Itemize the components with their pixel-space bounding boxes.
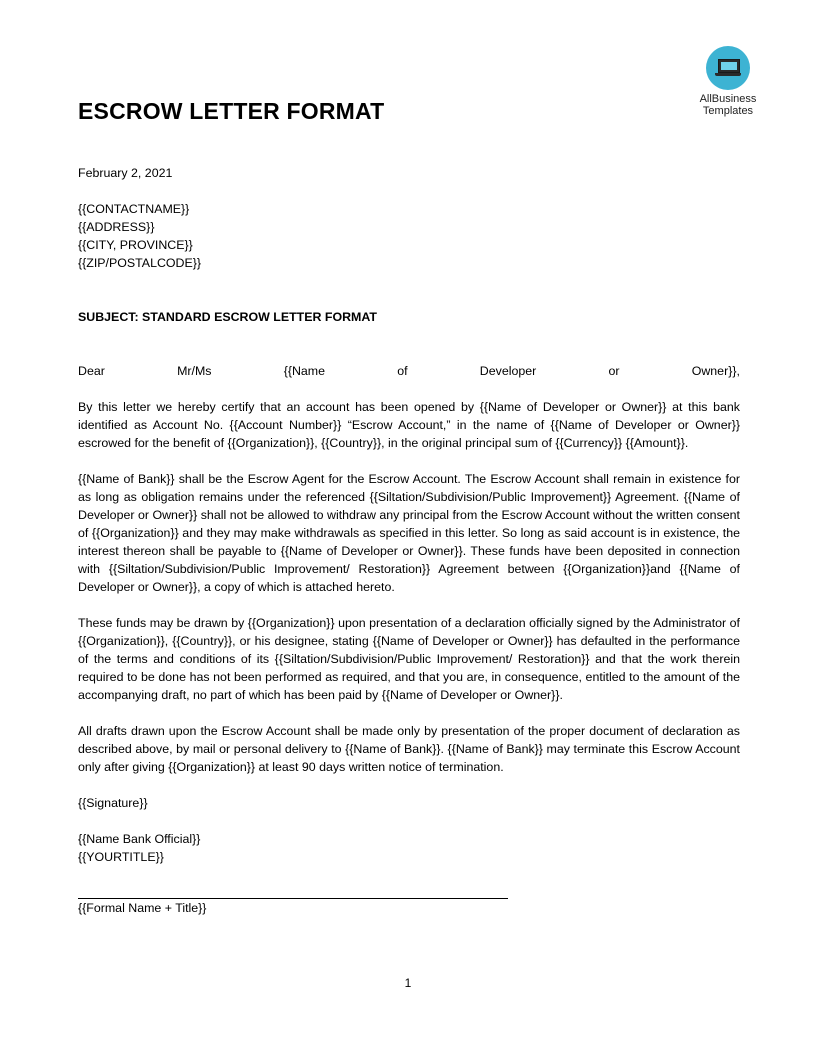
- salutation-word: {{Name: [283, 364, 326, 378]
- city-province: {{CITY, PROVINCE}}: [78, 238, 193, 252]
- zip-postal-code: {{ZIP/POSTALCODE}}: [78, 256, 202, 270]
- logo-text: [690, 93, 766, 117]
- contact-name: {{CONTACTNAME}}: [78, 202, 190, 216]
- salutation-word: Developer: [479, 364, 537, 378]
- salutation-word: Mr/Ms: [177, 364, 212, 378]
- salutation: [78, 362, 740, 380]
- paragraph-account: By this letter we hereby certify that an account has been opened by {{Name of Developer or Owner}} at this bank identified as Account No. {{Account Number}} “Escrow Account,” in the name of {{Name of Developer or Owner}} escrowed for the benefit of {{Organization}}, {{Country}}, in the original principal sum of {{Currency}} {{Amount}}.: [78, 400, 740, 450]
- address-line: {{ADDRESS}}: [78, 220, 155, 234]
- salutation-word: Dear: [78, 364, 105, 378]
- paragraph-drafts: All drafts drawn upon the Escrow Account shall be made only by presentation of the proper document of declaration as described above, by mail or personal delivery to {{Name of Bank}}. {{Name of Bank}} may terminate this Escrow Account only after giving {{Organization}} at least 90 days written notice of termination.: [78, 724, 740, 774]
- document-title: ESCROW LETTER FORMAT: [78, 98, 385, 124]
- company-logo: [690, 46, 766, 117]
- letter-date: February 2, 2021: [78, 166, 173, 180]
- letter-body: [78, 164, 740, 917]
- subject-line: SUBJECT: STANDARD ESCROW LETTER FORMAT: [78, 310, 377, 324]
- paragraph-escrow-agent: {{Name of Bank}} shall be the Escrow Agent for the Escrow Account. The Escrow Account shall remain in existence for as long as obligation remains under the referenced {{Siltation/Subdivision/Public Improvement}} Agreement. {{Name of Developer or Owner}} shall not be allowed to withdraw any principal from the Escrow Account without the written consent of {{Organization}} and they may make withdrawals as specified in this letter. So long as said account is in existence, the interest thereon shall be payable to {{Name of Developer or Owner}}. These funds have been deposited in connection with {{Siltation/Subdivision/Public Improvement/ Restoration}} Agreement between {{Organization}}and {{Name of Developer or Owner}}, a copy of which is attached hereto.: [78, 472, 740, 594]
- page-number: 1: [404, 976, 412, 990]
- laptop-icon: [706, 46, 750, 90]
- logo-line-1: AllBusiness: [699, 93, 757, 105]
- salutation-word: Owner}},: [691, 364, 740, 378]
- official-title: {{YOURTITLE}}: [78, 850, 164, 864]
- signature-placeholder: {{Signature}}: [78, 796, 148, 810]
- paragraph-drawing-funds: These funds may be drawn by {{Organization}} upon presentation of a declaration officially signed by the Administrator of {{Organization}}, {{Country}}, or his designee, stating {{Name of Developer or Owner}} has defaulted in the performance of the terms and conditions of its {{Siltation/Subdivision/Public Improvement/ Restoration}} and that the work therein required to be done has not been performed as required, and that you are, in consequence, entitled to the amount of the accompanying draft, no part of which has been paid by {{Name of Developer or Owner}}.: [78, 616, 740, 702]
- salutation-word: of: [397, 364, 408, 378]
- official-name: {{Name Bank Official}}: [78, 832, 201, 846]
- formal-name-title: {{Formal Name + Title}}: [78, 901, 207, 915]
- logo-line-2: Templates: [702, 105, 754, 117]
- salutation-word: or: [608, 364, 620, 378]
